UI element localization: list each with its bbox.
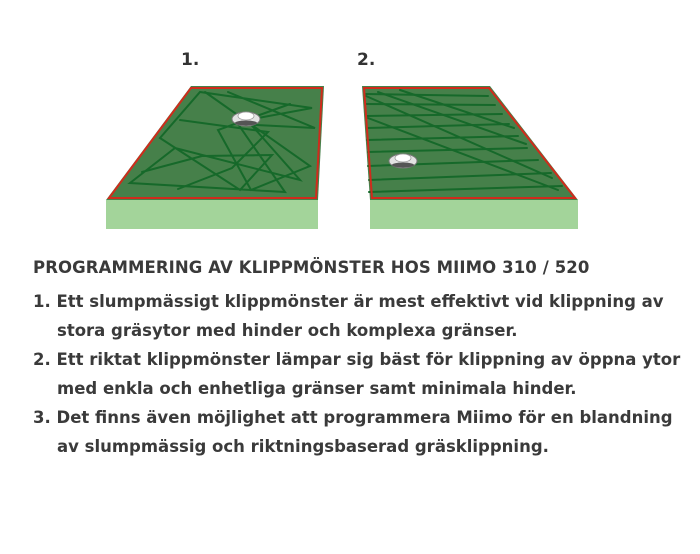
list-item-2: 2. Ett riktat klippmönster lämpar sig bäst för klippning av öppna ytor med enkla och enhetliga gränser samt minimala hinder.	[33, 350, 681, 398]
list-item-3: 3. Det finns även möjlighet att programmera Miimo för en blandning av slumpmässig och riktningsbaserad gräsklippning.	[33, 408, 673, 456]
lawn-panel-directional	[362, 86, 578, 229]
lawn-side	[106, 200, 318, 229]
list-item-1: 1. Ett slumpmässigt klippmönster är mest effektivt vid klippning av stora gräsytor med hinder och komplexa gränser.	[33, 292, 664, 340]
lawn-side	[370, 200, 578, 229]
robot-mower	[232, 112, 260, 126]
panel-number-2: 2.	[357, 50, 376, 70]
lawn-surface	[362, 86, 578, 200]
panel-number-1: 1.	[181, 50, 200, 70]
robot-mower	[389, 154, 417, 168]
description-text	[33, 258, 683, 461]
section-heading: PROGRAMMERING AV KLIPPMÖNSTER HOS MIIMO 310 / 520	[33, 258, 590, 277]
mowing-pattern-illustration	[0, 0, 700, 240]
lawn-panel-random	[106, 86, 324, 229]
